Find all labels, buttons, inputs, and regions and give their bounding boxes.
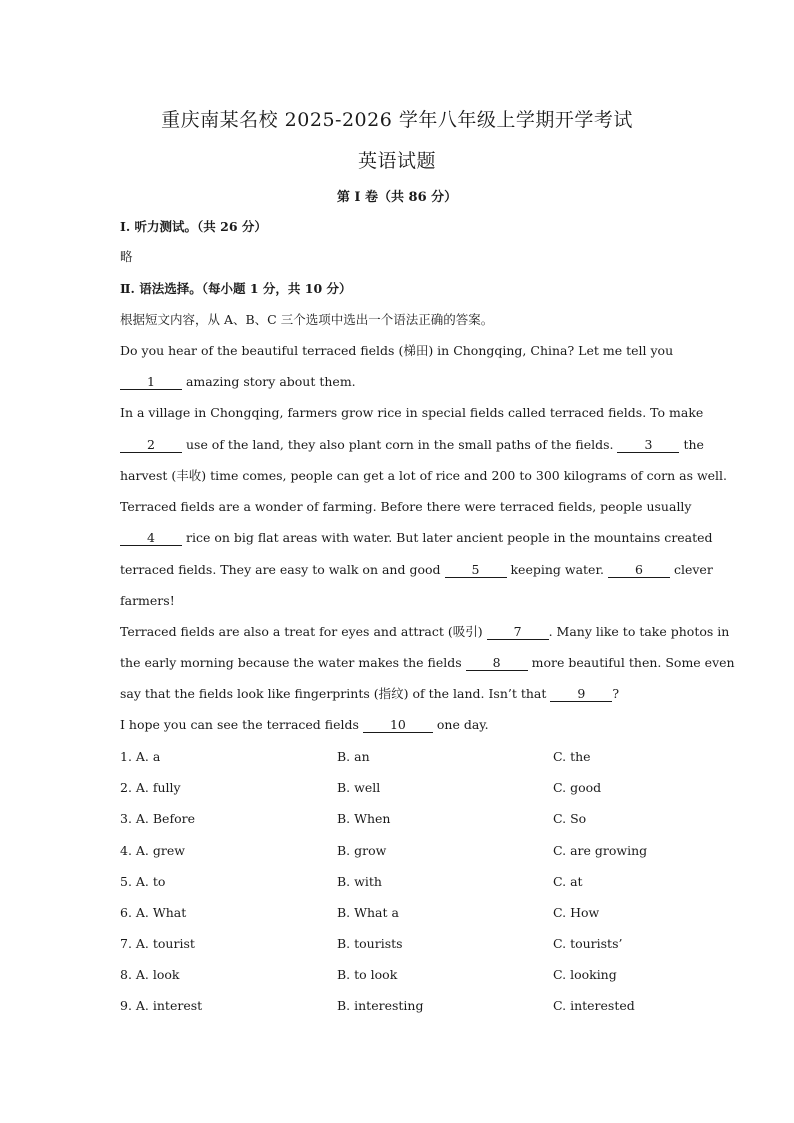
passage-text: the early morning because the water makes the fields <box>120 655 466 670</box>
question-8-option-c: C. looking <box>553 967 617 982</box>
question-5-option-b: B. with <box>337 874 382 889</box>
blank-9: 9 <box>550 687 612 702</box>
passage-line <box>120 498 692 516</box>
passage-text: farmers! <box>120 593 175 608</box>
blank-7: 7 <box>487 625 549 640</box>
question-4-option-c: C. are growing <box>553 843 648 858</box>
question-4-option-a: 4. A. grew <box>120 843 185 858</box>
section1-body: 略 <box>120 249 133 264</box>
passage-text: I hope you can see the terraced fields <box>120 717 363 732</box>
passage-text: terraced fields. They are easy to walk on and good <box>120 562 445 577</box>
question-8-option-a: 8. A. look <box>120 967 180 982</box>
question-4-option-b: B. grow <box>337 843 387 858</box>
blank-1: 1 <box>120 375 182 390</box>
question-1-option-b: B. an <box>337 749 370 764</box>
question-8-option-b: B. to look <box>337 967 398 982</box>
passage-text: one day. <box>432 717 489 732</box>
passage-text: rice on big flat areas with water. But later ancient people in the mountains created <box>182 530 713 545</box>
passage-text: . Many like to take photos in <box>548 624 730 639</box>
blank-2: 2 <box>120 438 182 453</box>
blank-10: 10 <box>363 718 433 733</box>
passage-text: the <box>679 437 704 452</box>
question-2-option-b: B. well <box>337 780 381 795</box>
section2-heading: Ⅱ. 语法选择。（每小题 1 分，共 10 分） <box>120 281 352 296</box>
passage-text: clever <box>670 562 713 577</box>
question-7-option-b: B. tourists <box>337 936 403 951</box>
passage-line <box>120 592 680 610</box>
passage-text: amazing story about them. <box>182 374 356 389</box>
passage-line <box>120 467 728 485</box>
blank-6: 6 <box>608 563 670 578</box>
passage-line <box>120 342 680 360</box>
question-9-option-c: C. interested <box>553 998 635 1013</box>
question-2-option-a: 2. A. fully <box>120 780 181 795</box>
passage-text: Terraced fields are a wonder of farming. Before there were terraced fields, people usually <box>120 499 692 514</box>
blank-8: 8 <box>466 656 528 671</box>
passage-line <box>120 404 704 422</box>
section2-instruction: 根据短文内容，从 A、B、C 三个选项中选出一个语法正确的答案。 <box>120 312 494 327</box>
passage-text: keeping water. <box>506 562 608 577</box>
passage-line <box>120 654 735 672</box>
passage-line <box>120 716 680 734</box>
question-3-option-c: C. So <box>553 811 587 826</box>
question-3-option-b: B. When <box>337 811 391 826</box>
question-9-option-a: 9. A. interest <box>120 998 203 1013</box>
blank-5: 5 <box>445 563 507 578</box>
question-5-option-c: C. at <box>553 874 583 889</box>
passage-text: In a village in Chongqing, farmers grow rice in special fields called terraced fields. To make <box>120 405 704 420</box>
passage-text: Do you hear of the beautiful terraced fields (梯田) in Chongqing, China? Let me tell you <box>120 343 674 358</box>
question-6-option-a: 6. A. What <box>120 905 187 920</box>
passage-text: use of the land, they also plant corn in the small paths of the fields. <box>182 437 618 452</box>
passage-text: more beautiful then. Some even <box>527 655 735 670</box>
passage-line <box>120 685 680 703</box>
question-5-option-a: 5. A. to <box>120 874 166 889</box>
subject-title: 英语试题 <box>357 150 436 172</box>
passage-text: Terraced fields are also a treat for eyes and attract (吸引) <box>120 624 487 639</box>
question-7-option-a: 7. A. tourist <box>120 936 195 951</box>
question-3-option-a: 3. A. Before <box>120 811 195 826</box>
question-7-option-c: C. tourists’ <box>553 936 623 951</box>
part-title: 第 I 卷（共 86 分） <box>336 190 458 205</box>
question-1-option-a: 1. A. a <box>120 749 161 764</box>
passage-line <box>120 623 730 641</box>
passage-line <box>120 436 704 454</box>
blank-3: 3 <box>617 438 679 453</box>
section1-heading: Ⅰ. 听力测试。（共 26 分） <box>120 219 267 234</box>
passage-text: harvest (丰收) time comes, people can get a lot of rice and 200 to 300 kilograms of corn as well. <box>120 468 728 483</box>
question-6-option-c: C. How <box>553 905 600 920</box>
passage-line <box>120 529 713 547</box>
exam-title: 重庆南某名校 2025-2026 学年八年级上学期开学考试 <box>161 109 633 131</box>
question-1-option-c: C. the <box>553 749 591 764</box>
passage-text: say that the fields look like fingerprints (指纹) of the land. Isn’t that <box>120 686 551 701</box>
question-2-option-c: C. good <box>553 780 602 795</box>
passage-line <box>120 561 713 579</box>
blank-4: 4 <box>120 531 182 546</box>
question-6-option-b: B. What a <box>337 905 399 920</box>
passage-line <box>120 373 680 391</box>
passage-text: ? <box>612 686 620 701</box>
question-9-option-b: B. interesting <box>337 998 424 1013</box>
